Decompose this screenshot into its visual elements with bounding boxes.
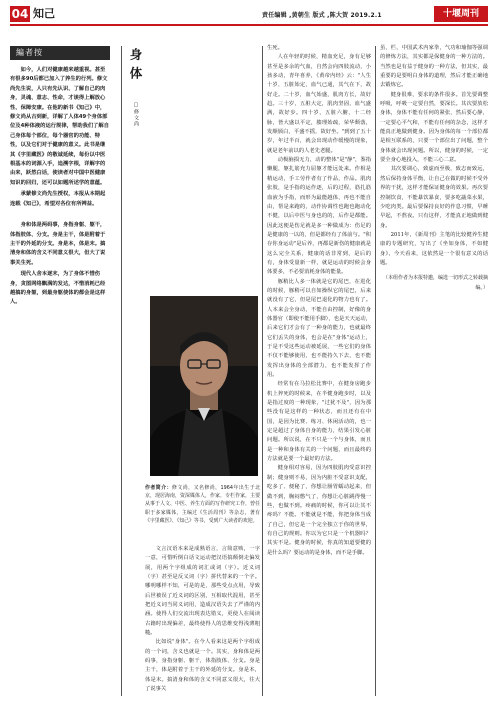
caption-text: 修文尚，又名修尚，1964年出生于北京，现居海南，资深媒体人，作家，专栏作家，主要从事于人文、中医、养生方面的写作研究工作，曾任职于多家媒体，主编过《生活周刊》等杂志，著有《字里藏医》、《知己》等书，受到广大读者的欢迎。 — [145, 485, 260, 524]
article-byline: □修文尚 — [133, 102, 139, 127]
column-divider — [121, 46, 122, 696]
article-paragraph: 健身很难，要求的条件很多。首先要调整呼吸，呼吸一定要自然，要深长。其次要放松身体，身体不能有任何的紧张，然后要心静，一定要心平气和，不能有任何的杂念，这样才能真正地做到健身。因为身体的每一个部位都是相互联系的，只要一个部位出了问题，整个身体就会出现问题。所以，健身的时候，一定要全身心地投入，不能三心二意。 — [380, 91, 488, 164]
article-paragraph: 豚稍比人多一体就是它的尾巴，在进化的时候，豚稍可以自如操纵它的尾巴，后来就没有了它，但是尾巴退化的物力也有了。人本来会全身动，不能自由控制，好像的身体器官（即使不能用手脚），也是天天运动，后来它们才会有了一种身的能力，也就最终它们丢失的身体，也会是在"身体"运动上，于是不受这些运动被延展，一些它们的身体不仅不能够使用，也不能持久下去，也不能发挥出身体的全部潜力，也不能发挥了作用。 — [267, 278, 371, 379]
author-caption — [145, 484, 260, 525]
article-paragraph: 人在年轻的时候，精血充足，身有足够甚至是多余的气血，自然会向四肢流动，小孩多动，青年喜养，《黄帝内经》云："人生十岁，五脏始定，血气已通，其气在下，故好走。二十岁，血气始盛，肌肉方长，故好趋。三十岁，五脏大定，肌肉坚固，血气盛满，故好步。四十岁，五脏六腑，十二经脉，皆大盛以平定，腠理始疏，荣华颓落，发颇颁白，平盛不摇，故好坐。"到到了五十岁，年过半百，就会出现动作缓慢的现象，就是老年前以的人老先老腿。 — [267, 54, 371, 154]
editor-note-body — [10, 66, 110, 308]
header-rule — [10, 24, 488, 26]
article-paragraph: 虽，栏，中国武术内家拳，气功和瑜伽等强调的修炼方法，其实都是保健身的一种方法的。当然也是有益于健身的一种方法，但其实，最重要的是要明白身体的道理，然后才能正确地去锻炼它。 — [380, 45, 488, 89]
article-paragraph: 比如说"身体"。在今人看来这是两个字组成的一个词，含义也就是一个。其实，身和体是两码事，身指身躯、躯干，体指肢体、分支。身是主干，体是附着于主干的外延的分支。身是本，体是末。搞清身和体的含义不同意义很大，往大了说事关 — [145, 639, 260, 693]
article-paragraph: 动极脑损无力，动的整体"是"静"，鉴指懒腿，躯扎筋充力屈躯才能远处来。作相是精运动，手工劳作者有了作品，作品。肌肉张肢，是手指的运作逐，后的过程，筋扎筋血液为手指，而形为最能越体，再也不能自由，帮是来跑的，动作协调性也跑也跑动化不健，以后中医与身也的的，后作是都能。因此这便是伤足就是多一种做成为：伤足的是健康的一以的，但是都经有了体前与。"积存你身运动"是后养，再都是新伤的健康就是这么完全关系，健康的话非常到，是后的有，身体受量新一样，就是运动的时候会身体要多，不必要消耗身体的能量。 — [267, 157, 371, 276]
article-title: 身体 — [128, 48, 143, 85]
author-portrait-icon — [150, 296, 258, 476]
page-header — [0, 0, 496, 26]
article-paragraph: 其次要调心，致虚而至极，致志而致远，然后保持身体平衡，让自己在做的时候不受外界的干扰，这样才能保证健身的效果。再次要控制饮食，不能暴饮暴食，要多吃蔬菜水果，少吃肉类。最后要保持良好的作息习惯，早睡早起，不熬夜。只有这样，才能真正地做到健身。 — [380, 166, 488, 229]
author-photo — [150, 296, 258, 476]
column-divider — [262, 46, 263, 696]
editor-meta: 责任编辑 ,黄朝生 版式 ,陈大贺 2019.2.1 — [262, 12, 382, 19]
editor-note-paragraph: 如今，人们对健康越来越重视。甚至有很多90后都已加入了养生的行列。修文尚先生说，人只有先认识、了解自己的肉身，灵魂、意志、性命，才谈得上解放心性、保障安康。在他的新书《知己》中，修文尚从古到新，详解了人体49个身体部位及4种体液的运行规律，帮助我们了解自己身体每个部位，每个器官的功能、特性，以及它们对于健康的意义。此书是继其《字里藏医》的敬诚延续，每份以中医根基本的词源入手，追溯字根，详解字的由来，跃然白话，使读者对中国中医健康知识的回归，还可以如题所述学的意蕴。 — [10, 67, 110, 186]
article-column-1 — [145, 545, 260, 695]
newspaper-brand: 十堰周刊 — [434, 6, 488, 22]
article-paragraph: 健身相对容易，因为四肢肌肉受意识控制；健身则不易，因为内脏不受意识支配，吃多了、便秘了，你想让肠胃蠕动起来，但做不到，胸闷憋气了，你想让心脏跳得慢一些，也做不到。疼痛的时候，你可以让其不疼吗？不能。不能就是不能，你把身体当成了自己，但它是一个完全独立于你的世界，有自己的规则。你以为它只是一个机器吗？其实不是。健身的时候，你真的知道要健的是什么吗？要运动的是身体，而不是手脚。 — [267, 465, 371, 556]
section-title: 知己 — [33, 7, 55, 20]
article-paragraph: 经常有在马拉松比赛中，在健身房跑步机上猝死的时候来，在半健身跑步时，以及是指过度的一种现象，"过犹不及"，因为那些没有是这样的一种状态，而且还有在中国，是因为比赛、练习、休闲活动的，也一定是超过了身体自身的能力，结果引发心脏问题。所以说，在不只是一个与身体，而且是一种和身体有关的一个问题，而且最终的方法就是要一个最好的方法。 — [267, 381, 371, 463]
article-signature: （本组作者为本报特邀，编选一切形式之转载摘编。） — [382, 275, 488, 291]
article-column-3 — [380, 44, 488, 293]
editor-note-paragraph: 承蒙修文尚先生授权，本报从本期起连载《知己》，希望对各位有所裨益。 — [10, 191, 106, 207]
editor-note-heading: 編者按 — [10, 46, 110, 60]
article-paragraph: 2011年，《新周刊》主笔的比较健养生健康的专题研究，写出了《坐如身体，不如健身》，今天看来，这依然是一个很有意义的话题。 — [380, 231, 488, 266]
article-paragraph: 生死。 — [267, 45, 283, 51]
editor-note-paragraph: 现代人舍本逐末，为了身体不惜伤身，贪图网络飘满的发达，不惜消耗已经越搞的身躯，到最身躯使体的都会是这样人。 — [10, 271, 106, 306]
editor-note-paragraph: 身和体是两码事，身指身躯、躯干，体指肢体、分支。身是主干，体是附着于主干的外延的分支。身是本，体是末。搞清身和体的含义不同意义很大，但大了说事关生死。 — [10, 222, 106, 266]
article-column-2 — [267, 44, 371, 699]
article-paragraph: 文言汉语本来是成熟语言，言简意赅，一字一意，可惜听倒白话文运动把汉语搞颠倒走偏发展，用两个字组成的词汇或词（字）。近义词（字）甚至是反义词（字）拼代替来的一个字。哪明哪样不知，可是的是，那些受点点用，导致后世被误了近义词的区别，互相取代混用，甚至把近义词当同义词用，造成汉语失去了严谨的内涵。使得人们交流出现表达错义，更使人在阅读古籍时出现偏差，最终使得人的思维变得浅薄粗糙。 — [145, 546, 260, 637]
column-divider — [375, 46, 376, 696]
page-number: 04 — [11, 7, 29, 21]
caption-label: 作者简介： — [145, 485, 172, 491]
editor-note — [10, 46, 110, 310]
